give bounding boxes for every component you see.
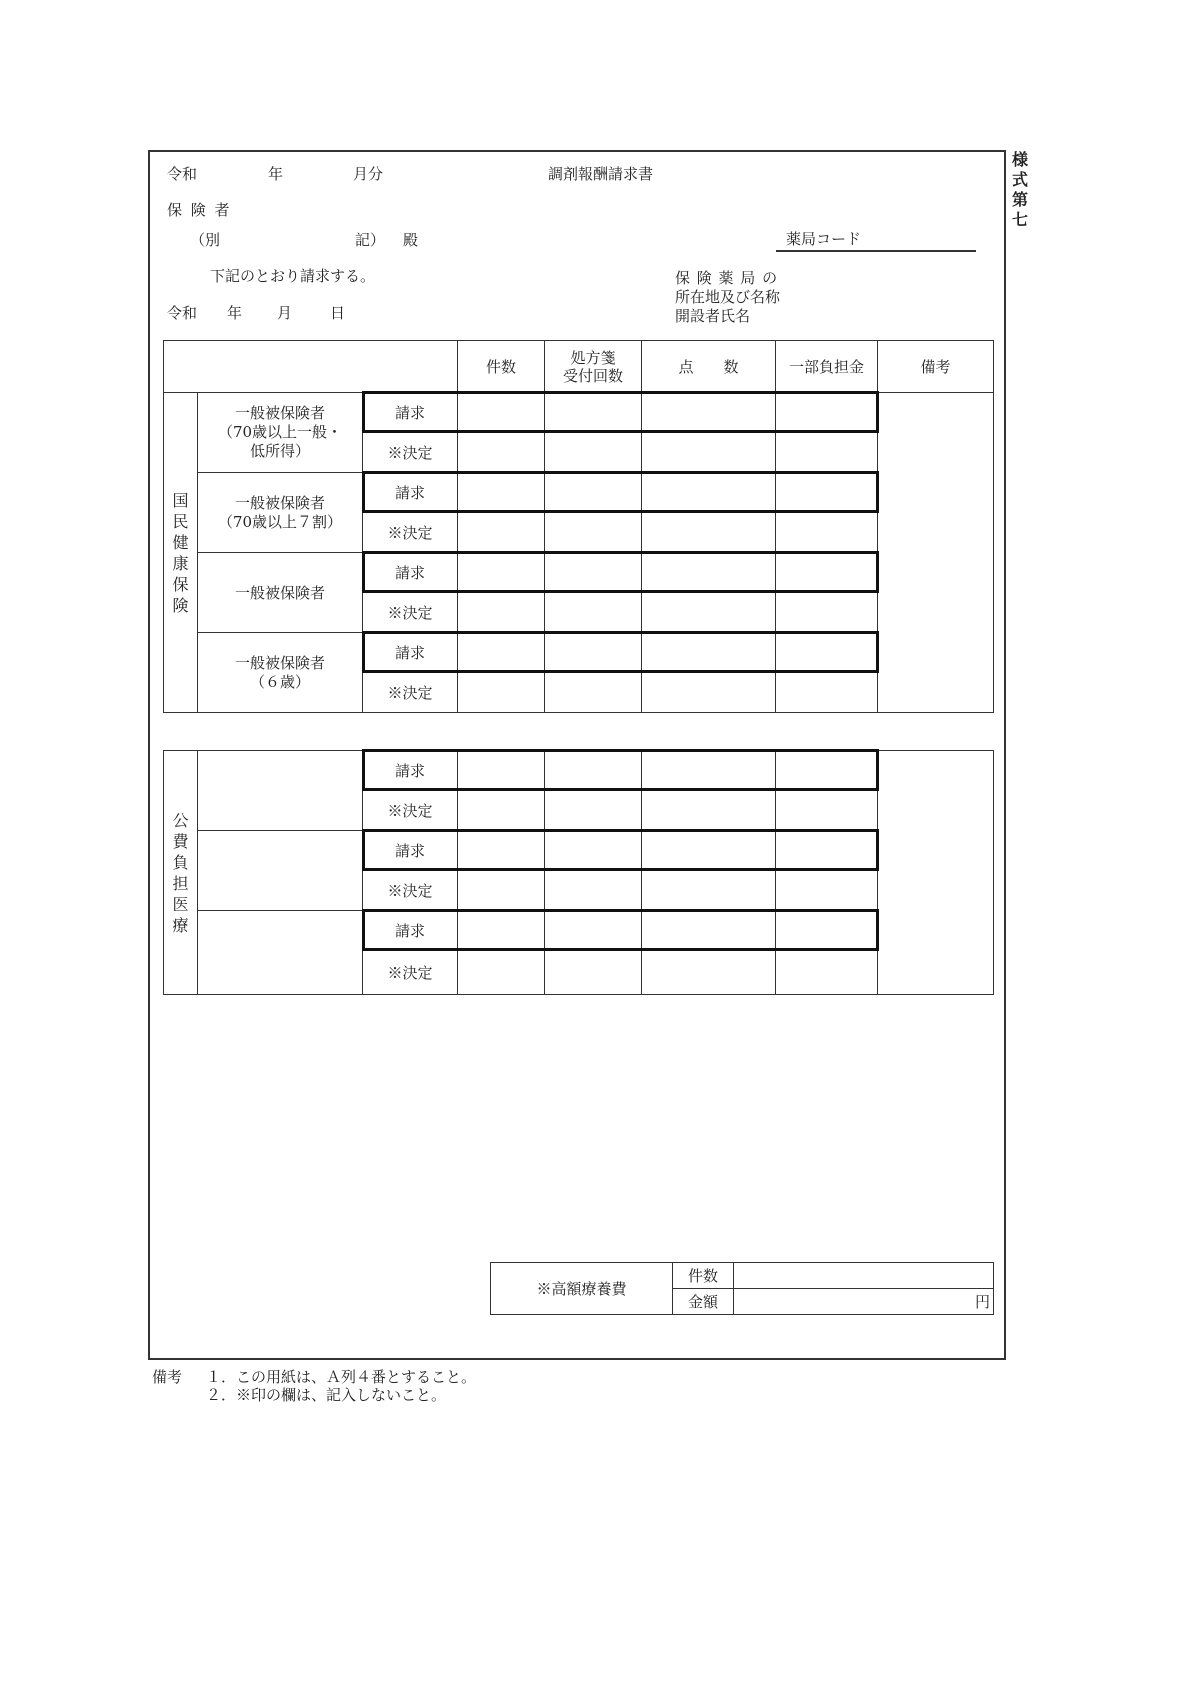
notes-label: 備考 [152,1368,183,1386]
input-cell[interactable] [458,951,545,995]
era-label: 令和 [167,165,198,183]
input-cell[interactable] [545,633,642,673]
betsu-open: （別 [190,231,221,249]
input-cell[interactable] [545,393,642,433]
kettei-label: ※決定 [363,433,458,473]
input-cell[interactable] [545,513,642,553]
input-cell[interactable] [545,831,642,871]
input-cell[interactable] [642,593,776,633]
kogaku-count-field[interactable] [734,1263,994,1289]
table-row [164,473,994,513]
input-cell[interactable] [642,633,776,673]
input-cell[interactable] [458,911,545,951]
public-row-label[interactable] [198,911,363,995]
public-expense-table [163,750,994,995]
seikyu-label: 請求 [363,393,458,433]
input-cell[interactable] [776,831,878,871]
nhi-table [163,340,994,713]
input-cell[interactable] [545,751,642,791]
year-label-2: 年 [227,304,243,322]
input-cell[interactable] [642,791,776,831]
input-cell[interactable] [642,951,776,995]
row-label-general-6yrs: 一般被保険者 （６歳） [198,633,363,713]
table-row [164,393,994,433]
nhi-group-label: 国民健康保険 [164,393,198,713]
public-group-label: 公費負担医療 [164,751,198,995]
kettei-label: ※決定 [363,513,458,553]
day-label-2: 日 [330,304,346,322]
kogaku-amount-label: 金額 [673,1289,734,1315]
remarks-cell[interactable] [878,393,994,713]
input-cell[interactable] [642,673,776,713]
note-line-2: ２．※印の欄は、記入しないこと。 [206,1386,447,1404]
month-part-label: 月分 [353,165,384,183]
input-cell[interactable] [545,593,642,633]
table-row [164,831,994,871]
table-row [164,553,994,593]
input-cell[interactable] [642,751,776,791]
seikyu-label: 請求 [363,751,458,791]
table-row [164,633,994,673]
input-cell[interactable] [458,831,545,871]
input-cell[interactable] [545,553,642,593]
input-cell[interactable] [776,751,878,791]
row-label-general: 一般被保険者 [198,553,363,633]
pharmacy-info-1: 保 険 薬 局 の [675,269,779,287]
input-cell[interactable] [642,911,776,951]
kogaku-label: ※高額療養費 [491,1263,673,1315]
seikyu-label: 請求 [363,473,458,513]
input-cell[interactable] [545,673,642,713]
input-cell[interactable] [776,673,878,713]
input-cell[interactable] [642,433,776,473]
input-cell[interactable] [458,433,545,473]
kettei-label: ※決定 [363,951,458,995]
insurer-label: 保 険 者 [167,201,232,219]
input-cell[interactable] [776,951,878,995]
era-label-2: 令和 [167,304,198,322]
seikyu-label: 請求 [363,633,458,673]
input-cell[interactable] [642,513,776,553]
public-row-label[interactable] [198,751,363,831]
row-label-general-70-low: 一般被保険者 （70歳以上一般・ 低所得） [198,393,363,473]
input-cell[interactable] [458,751,545,791]
input-cell[interactable] [776,593,878,633]
seikyu-label: 請求 [363,831,458,871]
public-row-label[interactable] [198,831,363,911]
input-cell[interactable] [642,553,776,593]
input-cell[interactable] [776,473,878,513]
col-header-prescriptions: 処方箋 受付回数 [545,341,642,393]
table-row [164,911,994,951]
remarks-cell[interactable] [878,751,994,995]
pharmacy-info-3: 開設者氏名 [675,307,751,325]
input-cell[interactable] [458,473,545,513]
month-label-2: 月 [277,304,293,322]
input-cell[interactable] [458,673,545,713]
input-cell[interactable] [458,593,545,633]
input-cell[interactable] [458,553,545,593]
input-cell[interactable] [776,633,878,673]
pharmacy-code-line [776,250,976,252]
kogaku-amount-field[interactable] [734,1289,994,1315]
dono-label: 殿 [403,231,419,249]
request-statement: 下記のとおり請求する。 [210,267,376,285]
pharmacy-code-label: 薬局コード [786,230,862,248]
input-cell[interactable] [545,791,642,831]
kettei-label: ※決定 [363,791,458,831]
input-cell[interactable] [458,871,545,911]
betsu-close: 記） [355,231,386,249]
year-label: 年 [268,165,284,183]
kettei-label: ※決定 [363,871,458,911]
input-cell[interactable] [545,911,642,951]
input-cell[interactable] [642,393,776,433]
input-cell[interactable] [642,473,776,513]
note-line-1: １．この用紙は、Ａ列４番とすること。 [206,1368,477,1386]
header-blank-cell [164,341,458,393]
input-cell[interactable] [545,871,642,911]
input-cell[interactable] [545,473,642,513]
kogaku-count-label: 件数 [673,1263,734,1289]
input-cell[interactable] [776,871,878,911]
input-cell[interactable] [545,951,642,995]
document-title: 調剤報酬請求書 [548,165,654,183]
pharmacy-info-2: 所在地及び名称 [675,288,781,306]
form-id: 様式第七 [1011,150,1028,229]
yen-unit: 円 [974,1292,990,1311]
seikyu-label: 請求 [363,553,458,593]
input-cell[interactable] [776,393,878,433]
input-cell[interactable] [458,633,545,673]
col-header-copay: 一部負担金 [776,341,878,393]
input-cell[interactable] [458,791,545,831]
kettei-label: ※決定 [363,593,458,633]
input-cell[interactable] [776,513,878,553]
col-header-points: 点 数 [642,341,776,393]
input-cell[interactable] [642,831,776,871]
input-cell[interactable] [458,393,545,433]
table-row [164,751,994,791]
input-cell[interactable] [545,433,642,473]
kettei-label: ※決定 [363,673,458,713]
input-cell[interactable] [642,871,776,911]
kogaku-table [490,1262,994,1315]
input-cell[interactable] [458,513,545,553]
input-cell[interactable] [776,433,878,473]
input-cell[interactable] [776,791,878,831]
row-label-general-70-70pct: 一般被保険者 （70歳以上７割） [198,473,363,553]
input-cell[interactable] [776,553,878,593]
col-header-count: 件数 [458,341,545,393]
nhi-header-row [164,341,994,393]
seikyu-label: 請求 [363,911,458,951]
col-header-remarks: 備考 [878,341,994,393]
kogaku-row-count [491,1263,994,1289]
input-cell[interactable] [776,911,878,951]
